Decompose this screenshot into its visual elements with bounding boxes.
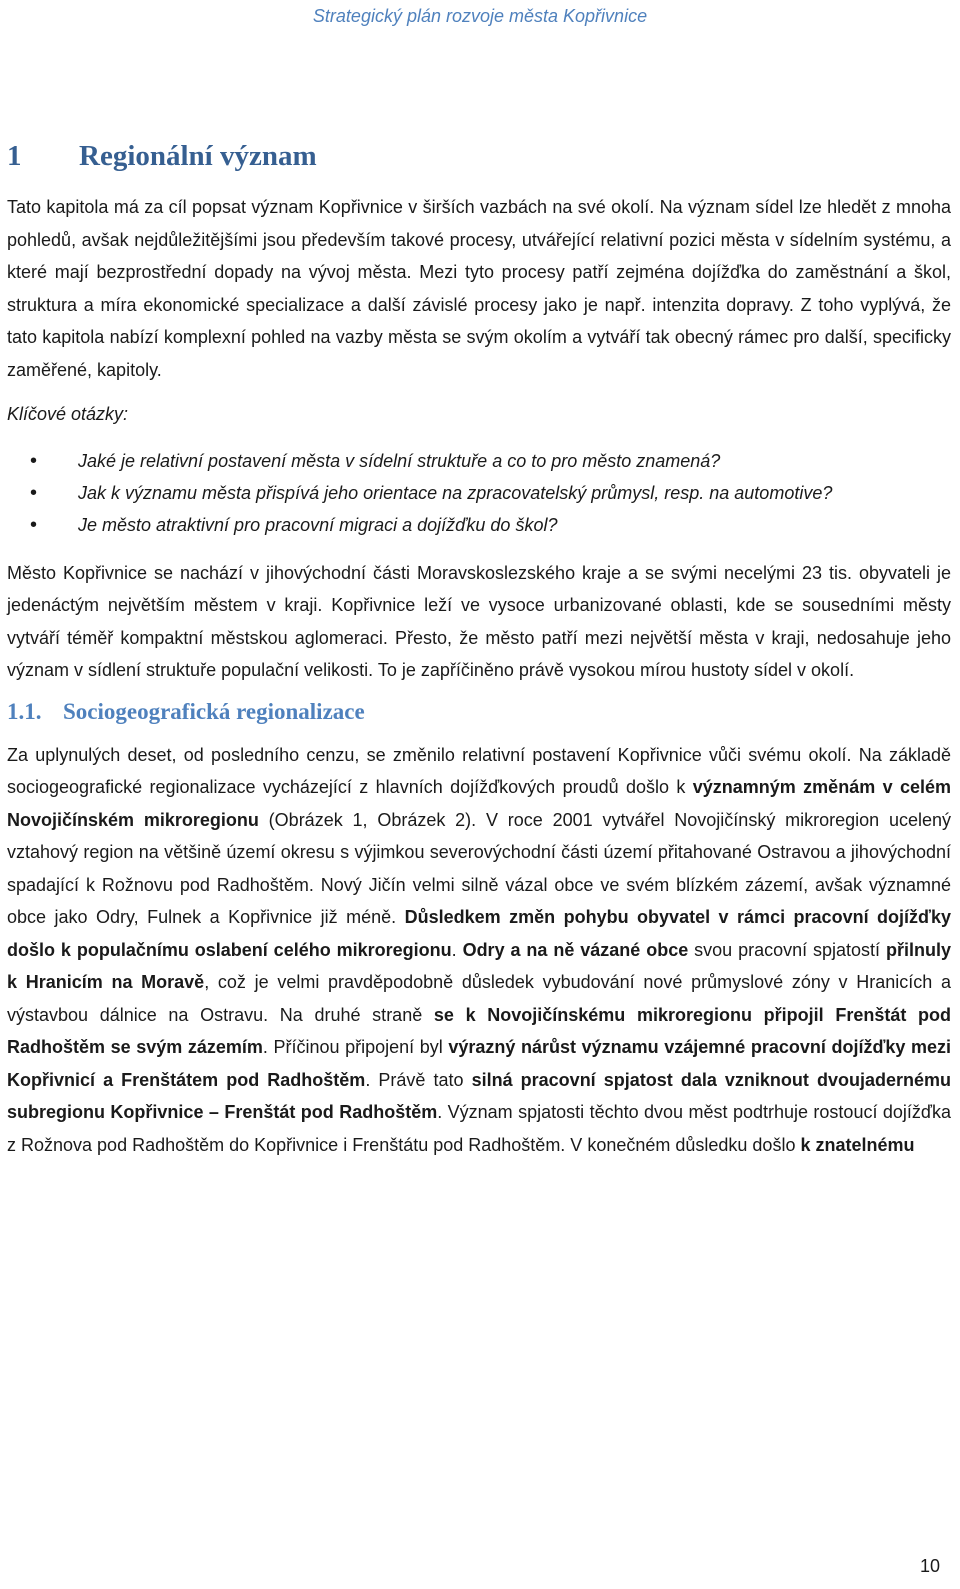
bold-text-segment: přilnuly k Hranicím na Moravě xyxy=(7,939,951,992)
bold-text-segment: významným změnám v celém Novojičínském mikroregionu xyxy=(7,777,951,830)
text-segment: (Obrázek 1, Obrázek 2). V roce 2001 vytvářel Novojičínský mikroregion ucelený vztahový region na většině území okresu s výjimkou severovýchodní části území přitahované Ostravou a jihovýchodní spadající k Rožnovu pod Radhoštěm. Nový Jičín velmi silně vázal obce ve svém blízkém zázemí, avšak významné obce jako Odry, Fulnek a Kopřivnice již méně. xyxy=(7,809,952,927)
key-questions-list xyxy=(7,445,951,541)
bold-text-segment: silná pracovní spjatost dala vzniknout dvoujadernému subregionu Kopřivnice – Frenštát pod Radhoštěm xyxy=(7,1069,951,1122)
bold-text-segment: k znatelnému xyxy=(800,1134,915,1155)
text-segment: . Příčinou připojení byl xyxy=(262,1037,449,1057)
running-header: Strategický plán rozvoje města Kopřivnice xyxy=(312,6,648,26)
bold-text-segment: výrazný nárůst významu vzájemné pracovní dojížďky mezi Kopřivnicí a Frenštátem pod Radhoštěm xyxy=(7,1037,952,1090)
section-heading-1-1 xyxy=(7,699,951,725)
text-segment: , což je velmi pravděpodobně důsledek vybudování nové průmyslové zóny v Hranicích a výstavbou dálnice na Ostravu. Na druhé straně xyxy=(7,972,951,1025)
regionalization-paragraph xyxy=(7,739,951,1162)
subsection-number: 1.1. xyxy=(7,698,42,724)
text-segment: . Právě tato xyxy=(365,1069,472,1090)
text-segment: svou pracovní spjatostí xyxy=(688,939,886,960)
text-segment: . Význam spjatosti těchto dvou měst podtrhuje rostoucí dojížďka z Rožnova pod Radhoštěm do Kopřivnice i Frenštátu pod Radhoštěm. V konečném důsledku došlo xyxy=(7,1102,951,1155)
section-heading-1 xyxy=(7,140,951,173)
page-content xyxy=(7,128,951,1173)
bold-text-segment: se k Novojičínskému mikroregionu připojil Frenštát pod Radhoštěm se svým zázemím xyxy=(7,1004,951,1057)
bold-text-segment: Důsledkem změn pohybu obyvatel v rámci pracovní dojížďky došlo k populačnímu oslabení celého mikroregionu xyxy=(7,907,951,960)
list-item: • Jak k významu města přispívá jeho orientace na zpracovatelský průmysl, resp. na automotive? xyxy=(7,477,951,509)
section-number: 1 xyxy=(7,140,22,172)
subsection-title: Sociogeografická regionalizace xyxy=(63,698,365,724)
list-item: • Jaké je relativní postavení města v sídelní struktuře a co to pro město znamená? xyxy=(7,445,951,477)
intro-paragraph: Tato kapitola má za cíl popsat význam Kopřivnice v širších vazbách na své okolí. Na význam sídel lze hledět z mnoha pohledů, avšak nejdůležitějšími jsou především takové procesy, utvářející relativní pozici města v sídelním systému, a které mají bezprostřední dopady na vývoj města. Mezi tyto procesy patří zejména dojížďka do zaměstnání a škol, struktura a míra ekonomické specializace a další závislé procesy jako je např. intenzita dopravy. Z toho vyplývá, že tato kapitola nabízí komplexní pohled na vazby města se svým okolím a vytváří tak obecný rámec pro další, specificky zaměřené, kapitoly. xyxy=(7,197,951,380)
page-number: 10 xyxy=(919,1556,940,1576)
location-paragraph: Město Kopřivnice se nachází v jihovýchodní části Moravskoslezského kraje a se svými necelými 23 tis. obyvateli je jedenáctým největším městem v kraji. Kopřivnice leží ve vysoce urbanizované oblasti, kde se sousedními městy vytváří téměř kompaktní městskou aglomeraci. Přesto, že město patří mezi největší města v kraji, nedosahuje jeho význam v sídlení struktuře populační velikosti. To je zapříčiněno právě vysokou mírou hustoty sídel v okolí. xyxy=(7,562,951,680)
section-title: Regionální význam xyxy=(79,140,317,172)
text-segment: . xyxy=(451,939,463,960)
bold-text-segment: Odry a na ně vázané obce xyxy=(462,939,689,960)
list-item: • Je město atraktivní pro pracovní migraci a dojížďku do škol? xyxy=(7,509,951,541)
key-questions-label: Klíčové otázky: xyxy=(7,404,129,424)
text-segment: Za uplynulých deset, od posledního cenzu, se změnilo relativní postavení Kopřivnice vůči svému okolí. Na základě sociogeografické regionalizace vycházející z hlavních dojížďkových proudů došlo k xyxy=(7,744,951,797)
